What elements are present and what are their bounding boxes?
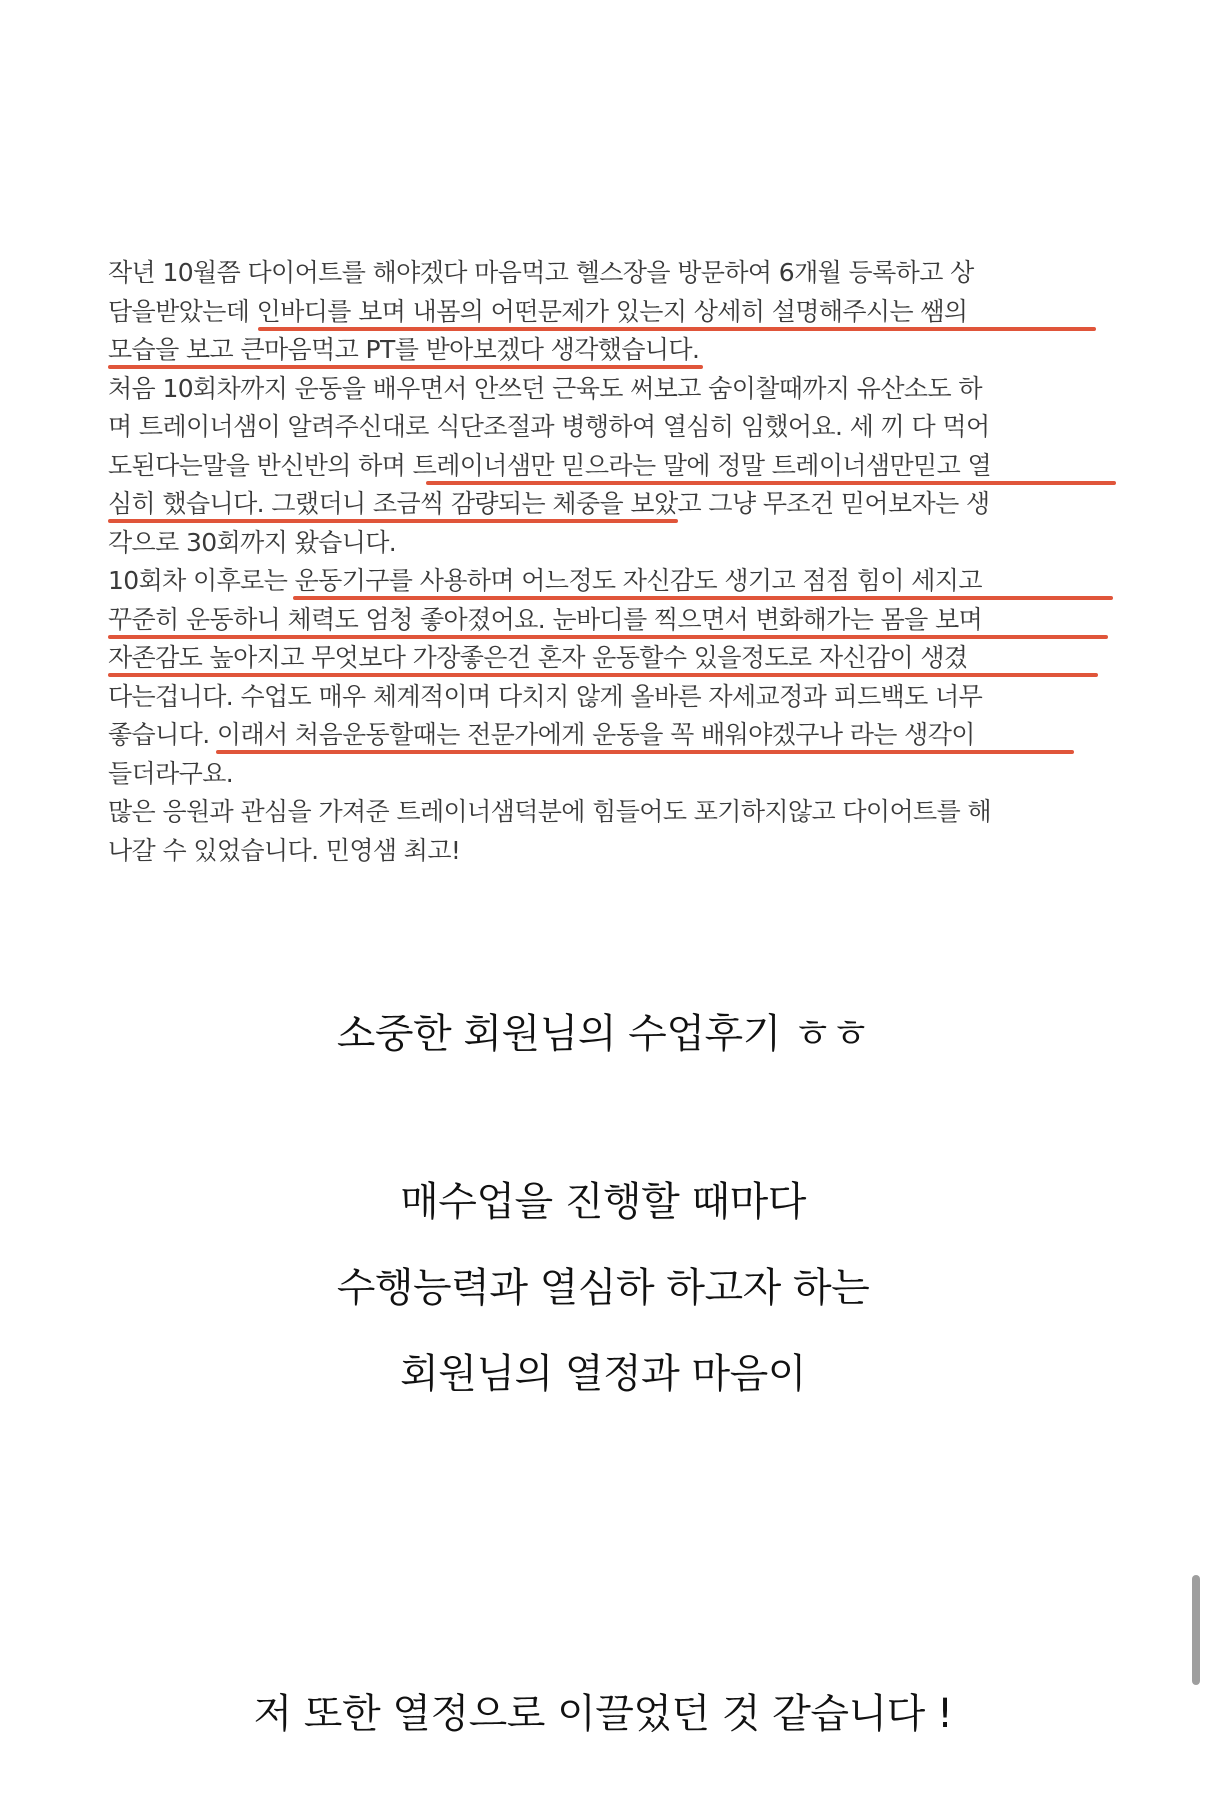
review-line: 처음 10회차까지 운동을 배우면서 안쓰던 근육도 써보고 숨이찰때까지 유산소도 하: [108, 373, 982, 403]
caption-line: 매수업을 진행할 때마다: [400, 1179, 806, 1225]
review-line: 모습을 보고 큰마음먹고 PT를 받아보겠다 생각했습니다.: [108, 333, 1118, 372]
highlight-underline: [216, 750, 1074, 754]
review-screenshot-image: [90, 244, 1130, 884]
highlight-underline: [108, 519, 678, 523]
review-line: 들더라구요.: [108, 758, 234, 788]
caption-title: 소중한 회원님의 수업후기 ㅎㅎ: [336, 1011, 870, 1057]
scrollbar-thumb[interactable]: [1192, 1575, 1200, 1685]
review-line: 각으로 30회까지 왔습니다.: [108, 527, 397, 557]
review-line: 며 트레이너샘이 알려주신대로 식단조절과 병행하여 열심히 임했어요. 세 끼 다 먹어: [108, 412, 990, 441]
review-line: 많은 응원과 관심을 가져준 트레이너샘덕분에 힘들어도 포기하지않고 다이어트를 해: [108, 797, 992, 826]
review-line: 다는겁니다. 수업도 매우 체계적이며 다치지 않게 올바른 자세교정과 피드백도 너무: [108, 681, 983, 711]
caption-line: 수행능력과 열심하 하고자 하는: [336, 1265, 870, 1311]
review-line: 작년 10월쯤 다이어트를 해야겠다 마음먹고 헬스장을 방문하여 6개월 등록하고 상: [108, 258, 974, 287]
highlight-underline: [108, 673, 1098, 677]
review-line: 담을받았는데 인바디를 보며 내몸의 어떤문제가 있는지 상세히 설명해주시는 쌤의: [108, 295, 1118, 334]
review-line: 심히 했습니다. 그랬더니 조금씩 감량되는 체중을 보았고 그냥 무조건 믿어보자는 생: [108, 487, 1118, 526]
highlight-underline: [293, 596, 1113, 600]
highlight-underline: [258, 327, 1096, 331]
review-line: 좋습니다. 이래서 처음운동할때는 전문가에게 운동을 꼭 배워야겠구나 라는 생각이: [108, 718, 1118, 757]
caption-closing: 저 또한 열정으로 이끌었던 것 같습니다 !: [253, 1691, 953, 1737]
highlight-underline: [426, 481, 1116, 485]
highlight-underline: [108, 365, 703, 369]
review-line: 자존감도 높아지고 무엇보다 가장좋은건 혼자 운동할수 있을정도로 자신감이 생겼: [108, 641, 1118, 680]
review-line: 도된다는말을 반신반의 하며 트레이너샘만 믿으라는 말에 정말 트레이너샘만믿고 열: [108, 449, 1118, 488]
caption-line: 회원님의 열정과 마음이: [400, 1351, 806, 1397]
review-line: 10회차 이후로는 운동기구를 사용하며 어느정도 자신감도 생기고 점점 힘이 세지고: [108, 564, 1118, 603]
review-line: 나갈 수 있었습니다. 민영샘 최고!: [108, 835, 461, 865]
review-line: 꾸준히 운동하니 체력도 엄청 좋아졌어요. 눈바디를 찍으면서 변화해가는 몸을 보며: [108, 603, 1118, 642]
review-text-block: [108, 256, 1118, 872]
highlight-underline: [108, 635, 1108, 639]
